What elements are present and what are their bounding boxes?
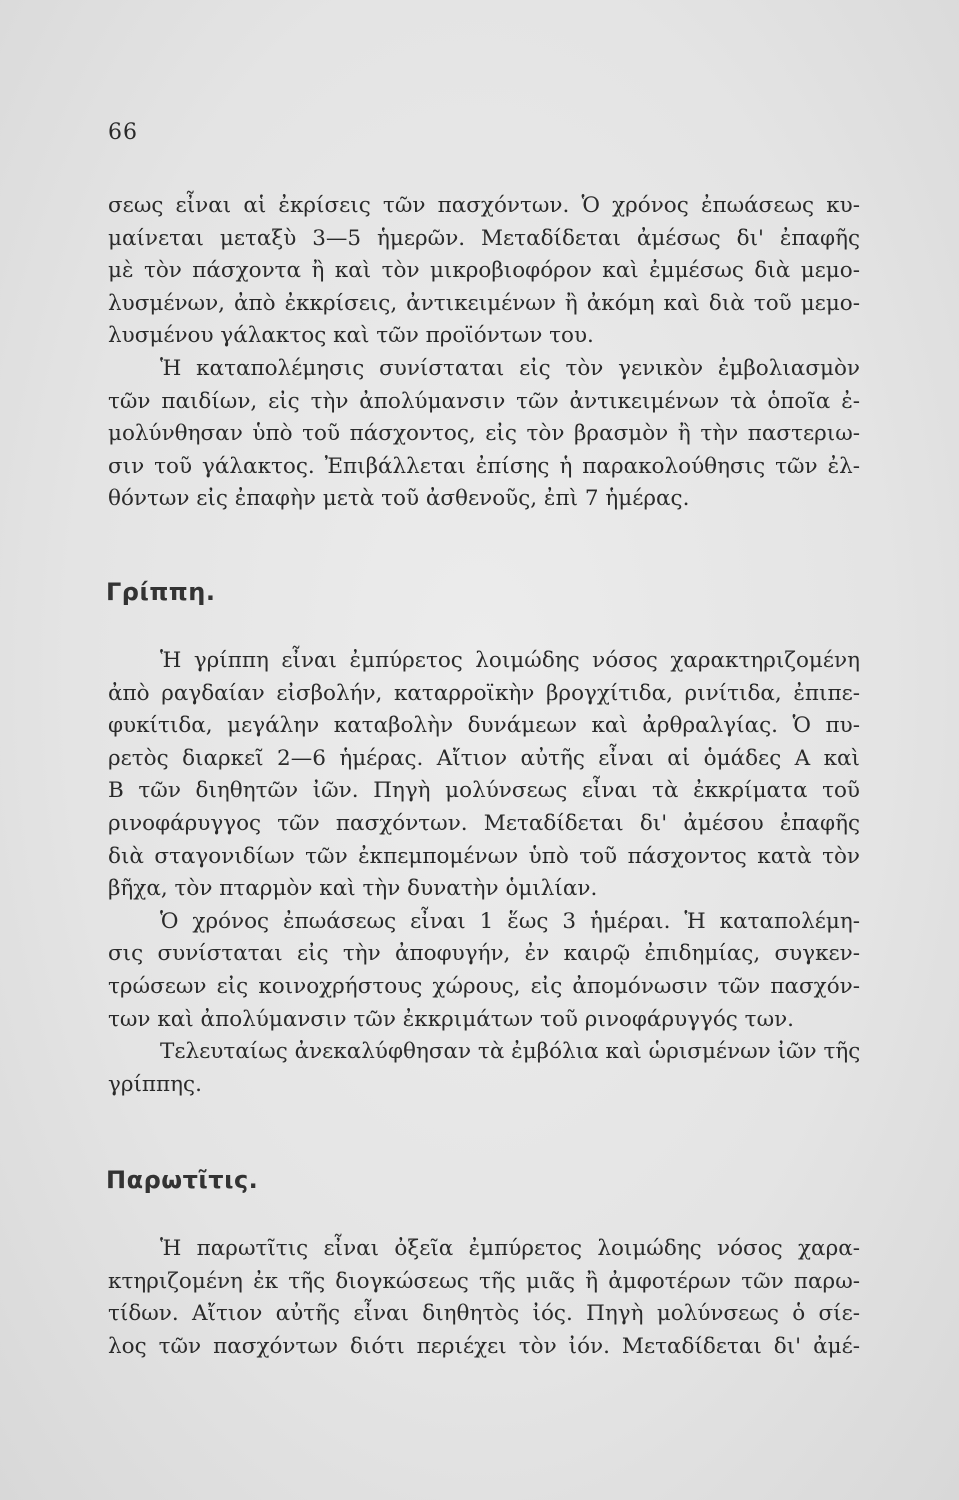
text-line: λυσμένου γάλακτος καὶ τῶν προϊόντων του. (108, 323, 594, 349)
text-line: τίδων. Αἴτιον αὐτῆς εἶναι διηθητὸς ἰός. Πηγὴ μολύνσεως ὁ σίε- (108, 1301, 860, 1327)
text-line: σιν τοῦ γάλακτος. Ἐπιβάλλεται ἐπίσης ἡ παρακολούθησις τῶν ἐλ- (108, 453, 860, 479)
text-line: Ἡ παρωτῖτις εἶναι ὀξεῖα ἐμπύρετος λοιμώδης νόσος χαρα- (160, 1236, 860, 1261)
text-line: βῆχα, τὸν πταρμὸν καὶ τὴν δυνατὴν ὁμιλίαν. (108, 876, 598, 902)
text-line: Ἡ γρίππη εἶναι ἐμπύρετος λοιμώδης νόσος χαρακτηριζομένη (160, 648, 860, 673)
text-line: Ἡ καταπολέμησις συνίσταται εἰς τὸν γενικὸν ἐμβολιασμὸν (160, 355, 860, 381)
text-line: μολύνθησαν ὑπὸ τοῦ πάσχοντος, εἰς τὸν βρασμὸν ἢ τὴν παστεριω- (108, 421, 860, 447)
text-line: Τελευταίως ἀνεκαλύφθησαν τὰ ἐμβόλια καὶ ὡρισμένων ἰῶν τῆς (160, 1039, 860, 1065)
text-line: λος τῶν πασχόντων διότι περιέχει τὸν ἰόν. Μεταδίδεται δι' ἀμέ- (108, 1333, 860, 1359)
text-line: φυκίτιδα, μεγάλην καταβολὴν δυνάμεων καὶ ἀρθραλγίας. Ὁ πυ- (108, 713, 860, 739)
text-line: σεως εἶναι αἱ ἐκρίσεις τῶν πασχόντων. Ὁ χρόνος ἐπωάσεως κυ- (108, 193, 860, 218)
text-line: γρίππης. (108, 1071, 202, 1097)
section-continuation (108, 190, 860, 516)
section-heading-influenza: Γρίππη. (106, 578, 216, 606)
text-line: μὲ τὸν πάσχοντα ἢ καὶ τὸν μικροβιοφόρον καὶ ἐμμέσως διὰ μεμο- (108, 258, 860, 284)
text-line: ἀπὸ ραγδαίαν εἰσβολήν, καταρροϊκὴν βρογχίτιδα, ρινίτιδα, ἐπιπε- (108, 680, 860, 706)
page-number: 66 (108, 120, 138, 145)
text-line: λυσμένων, ἀπὸ ἐκκρίσεις, ἀντικειμένων ἢ ἀκόμη καὶ διὰ τοῦ μεμο- (108, 290, 860, 316)
text-line: κτηριζομένη ἐκ τῆς διογκώσεως τῆς μιᾶς ἢ ἀμφοτέρων τῶν παρω- (108, 1268, 860, 1294)
section-heading-mumps: Παρωτῖτις. (106, 1166, 259, 1194)
text-line: Ὁ χρόνος ἐπωάσεως εἶναι 1 ἕως 3 ἡμέραι. Ἡ καταπολέμη- (160, 908, 860, 934)
text-line: τρώσεων εἰς κοινοχρήστους χώρους, εἰς ἀπομόνωσιν τῶν πασχόν- (108, 973, 860, 999)
section-influenza (108, 645, 860, 1101)
text-line: των καὶ ἀπολύμανσιν τῶν ἐκκριμάτων τοῦ ρινοφάρυγγός των. (108, 1006, 795, 1032)
text-line: ρετὸς διαρκεῖ 2—6 ἡμέρας. Αἴτιον αὐτῆς εἶναι αἱ ὁμάδες Α καὶ (108, 745, 860, 771)
text-line: τῶν παιδίων, εἰς τὴν ἀπολύμανσιν τῶν ἀντικειμένων τὰ ὁποῖα ἐ- (108, 388, 860, 414)
section-mumps (108, 1233, 860, 1363)
text-line: θόντων εἰς ἐπαφὴν μετὰ τοῦ ἀσθενοῦς, ἐπὶ 7 ἡμέρας. (108, 486, 690, 512)
text-line: σις συνίσταται εἰς τὴν ἀποφυγήν, ἐν καιρῷ ἐπιδημίας, συγκεν- (108, 941, 860, 967)
text-line: μαίνεται μεταξὺ 3—5 ἡμερῶν. Μεταδίδεται ἀμέσως δι' ἐπαφῆς (108, 225, 860, 251)
text-line: Β τῶν διηθητῶν ἰῶν. Πηγὴ μολύνσεως εἶναι τὰ ἐκκρίματα τοῦ (108, 778, 860, 804)
text-line: διὰ σταγονιδίων τῶν ἐκπεμπομένων ὑπὸ τοῦ πάσχοντος κατὰ τὸν (108, 843, 860, 869)
text-line: ρινοφάρυγγος τῶν πασχόντων. Μεταδίδεται δι' ἀμέσου ἐπαφῆς (108, 810, 860, 836)
